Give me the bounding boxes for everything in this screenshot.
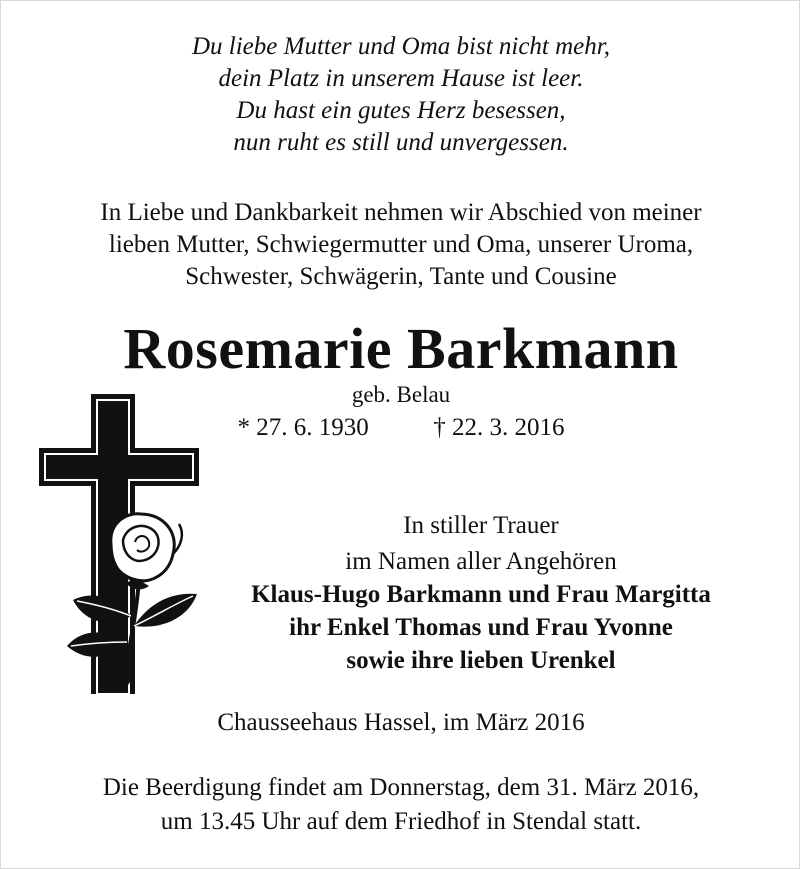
family-line-3: sowie ihre lieben Urenkel: [346, 647, 616, 674]
intro-line-2: lieben Mutter, Schwiegermutter und Oma, unserer Uroma,: [108, 231, 694, 258]
birth-date: * 27. 6. 1930: [237, 414, 369, 441]
mourning-line-2: im Namen aller Angehören: [345, 548, 617, 575]
poem-line-4: nun ruht es still und unvergessen.: [233, 129, 569, 156]
poem-line-3: Du hast ein gutes Herz besessen,: [236, 97, 566, 124]
place-date: Chausseehaus Hassel, im März 2016: [217, 709, 585, 736]
funeral-line-2: um 13.45 Uhr auf dem Friedhof in Stendal statt.: [160, 808, 642, 835]
poem-line-2: dein Platz in unserem Hause ist leer.: [218, 65, 584, 92]
funeral-line-1: Die Beerdigung findet am Donnerstag, dem 31. März 2016,: [102, 774, 700, 801]
intro-line-1: In Liebe und Dankbarkeit nehmen wir Abschied von meiner: [100, 199, 702, 226]
deceased-name: Rosemarie Barkmann: [123, 316, 679, 381]
maiden-name: geb. Belau: [351, 382, 451, 407]
family-line-2: ihr Enkel Thomas und Frau Yvonne: [289, 614, 673, 641]
intro-line-3: Schwester, Schwägerin, Tante und Cousine: [185, 263, 617, 290]
family-line-1: Klaus-Hugo Barkmann und Frau Margitta: [251, 581, 711, 608]
death-date: † 22. 3. 2016: [433, 414, 565, 441]
poem-line-1: Du liebe Mutter und Oma bist nicht mehr,: [191, 33, 610, 60]
mourning-line-1: In stiller Trauer: [403, 512, 559, 539]
